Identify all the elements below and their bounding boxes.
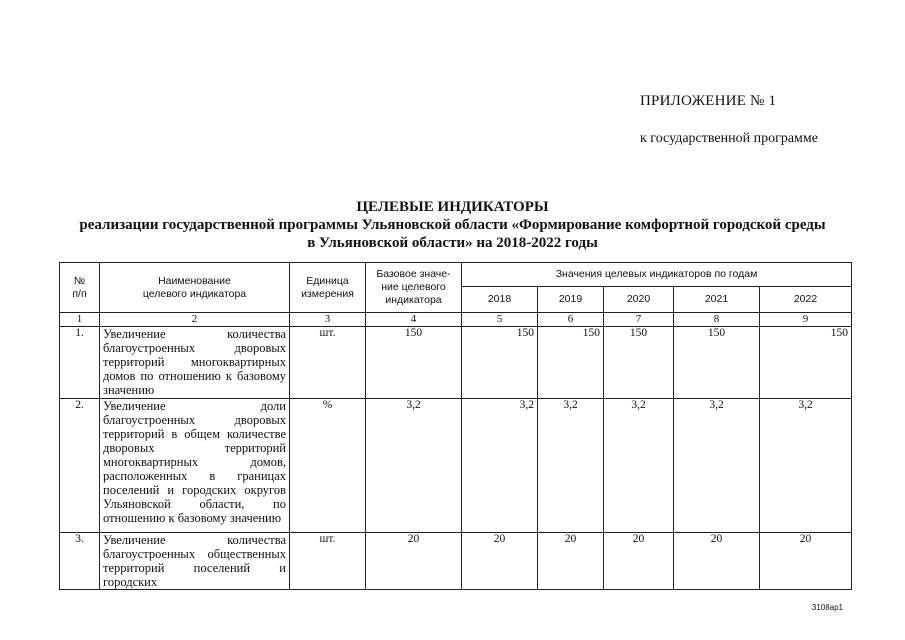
column-number: 4 bbox=[366, 313, 462, 327]
table-row bbox=[60, 327, 852, 399]
table-row bbox=[60, 533, 852, 590]
header-year: 2021 bbox=[674, 287, 760, 313]
row-num: 2. bbox=[60, 399, 100, 533]
column-number: 9 bbox=[760, 313, 852, 327]
year-value: 3,2 bbox=[674, 399, 760, 533]
header-num: № п/п bbox=[60, 263, 100, 313]
year-value: 3,2 bbox=[462, 399, 538, 533]
indicator-name: Увеличение количества благоустроенных дворовых территорий многоквартирных домов по отношению к базовому значению bbox=[100, 327, 290, 399]
unit: шт. bbox=[290, 327, 366, 399]
year-value: 150 bbox=[604, 327, 674, 399]
year-value: 20 bbox=[604, 533, 674, 590]
header-years-group: Значения целевых индикаторов по годам bbox=[462, 263, 852, 287]
header-unit: Единица измерения bbox=[290, 263, 366, 313]
column-number: 1 bbox=[60, 313, 100, 327]
title-line-2: реализации государственной программы Ульяновской области «Формирование комфортной городской среды bbox=[79, 217, 826, 233]
title-line-3: в Ульяновской области» на 2018-2022 годы bbox=[307, 235, 598, 251]
column-number: 5 bbox=[462, 313, 538, 327]
column-number: 3 bbox=[290, 313, 366, 327]
year-value: 150 bbox=[674, 327, 760, 399]
year-value: 150 bbox=[462, 327, 538, 399]
row-num: 1. bbox=[60, 327, 100, 399]
base-value: 150 bbox=[366, 327, 462, 399]
year-value: 3,2 bbox=[604, 399, 674, 533]
year-value: 20 bbox=[538, 533, 604, 590]
indicator-name: Увеличение доли благоустроенных дворовых территорий в общем количестве дворовых территорий многоквартирных домов, расположенных в границах поселений и городских округов Ульяновской области, по отношению к базовому значению bbox=[100, 399, 290, 533]
base-value: 3,2 bbox=[366, 399, 462, 533]
document-title bbox=[0, 198, 905, 252]
title-line-1: ЦЕЛЕВЫЕ ИНДИКАТОРЫ bbox=[356, 199, 549, 215]
header-base: Базовое значе- ние целевого индикатора bbox=[366, 263, 462, 313]
column-number: 2 bbox=[100, 313, 290, 327]
year-value: 3,2 bbox=[760, 399, 852, 533]
indicators-table bbox=[59, 262, 852, 590]
column-number: 8 bbox=[674, 313, 760, 327]
row-num: 3. bbox=[60, 533, 100, 590]
table-row bbox=[60, 399, 852, 533]
year-value: 3,2 bbox=[538, 399, 604, 533]
year-value: 150 bbox=[538, 327, 604, 399]
base-value: 20 bbox=[366, 533, 462, 590]
unit: шт. bbox=[290, 533, 366, 590]
year-value: 20 bbox=[674, 533, 760, 590]
appendix-label: ПРИЛОЖЕНИЕ № 1 bbox=[640, 93, 777, 109]
appendix-subtitle: к государственной программе bbox=[640, 131, 818, 146]
indicator-name: Увеличение количества благоустроенных общественных территорий поселений и городских bbox=[100, 533, 290, 590]
header-year: 2022 bbox=[760, 287, 852, 313]
column-number: 7 bbox=[604, 313, 674, 327]
year-value: 20 bbox=[760, 533, 852, 590]
document-code: 3108ap1 bbox=[811, 603, 843, 612]
column-numbers-row bbox=[60, 313, 852, 327]
year-value: 150 bbox=[760, 327, 852, 399]
column-number: 6 bbox=[538, 313, 604, 327]
unit: % bbox=[290, 399, 366, 533]
header-year: 2019 bbox=[538, 287, 604, 313]
header-year: 2020 bbox=[604, 287, 674, 313]
year-value: 20 bbox=[462, 533, 538, 590]
header-name: Наименование целевого индикатора bbox=[100, 263, 290, 313]
header-year: 2018 bbox=[462, 287, 538, 313]
